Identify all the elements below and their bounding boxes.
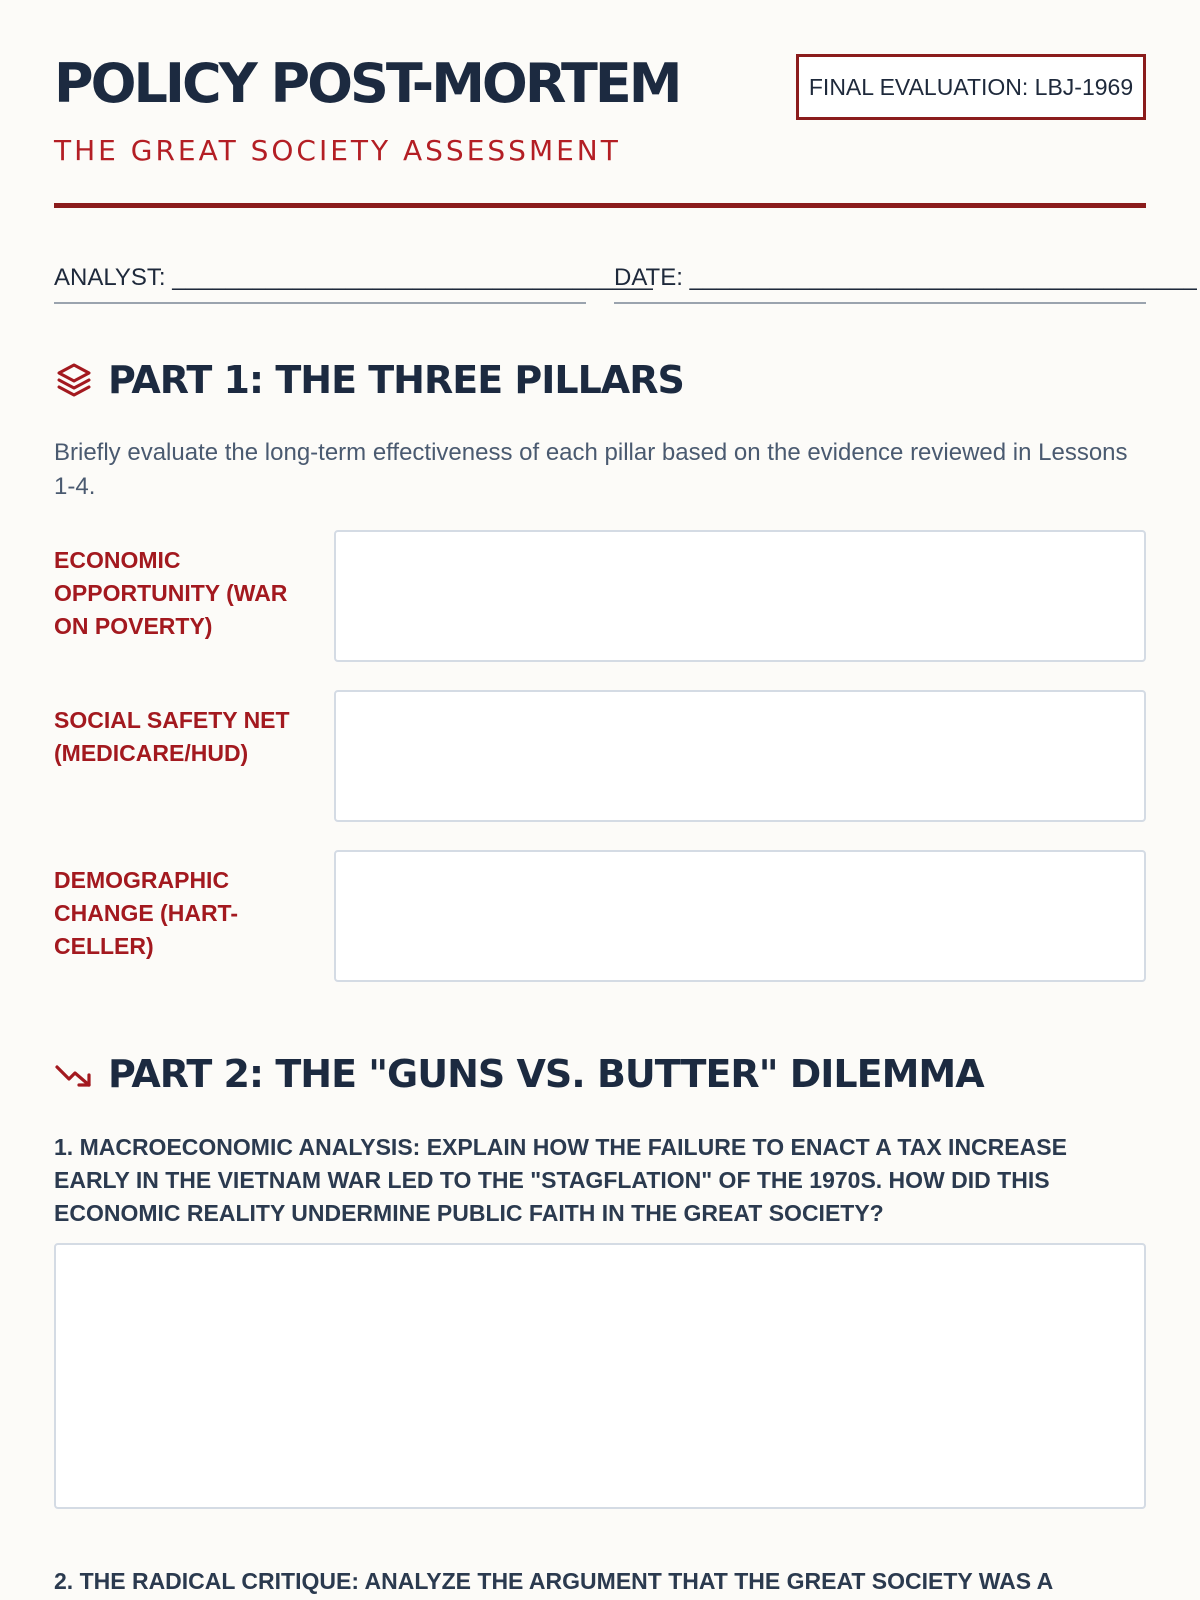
- part1-title: PART 1: THE THREE PILLARS: [108, 358, 684, 402]
- part1-heading: [54, 360, 684, 400]
- pillar-social-safety-net: [54, 690, 1146, 823]
- pillar-label: DEMOGRAPHIC CHANGE (HART-CELLER): [54, 867, 238, 959]
- page-title: POLICY POST-MORTEM: [54, 52, 680, 115]
- question-macroeconomic: 1. MACROECONOMIC ANALYSIS: EXPLAIN HOW THE FAILURE TO ENACT A TAX INCREASE EARLY IN THE VIETNAM WAR LED TO THE "STAGFLATION" OF THE 1970S. HOW DID THIS ECONOMIC REALITY UNDERMINE PUBLIC FAITH IN THE GREAT SOCIETY?: [54, 1134, 1067, 1226]
- pillar-label: SOCIAL SAFETY NET (MEDICARE/HUD): [54, 707, 290, 766]
- part1-instructions: Briefly evaluate the long-term effectiveness of each pillar based on the evidence reviewed in Lessons 1-4.: [54, 439, 1128, 500]
- date-field[interactable]: DATE: ______________________________________: [614, 262, 1146, 304]
- answer-box-macroeconomic[interactable]: [54, 1243, 1146, 1509]
- pillar-demographic-change: [54, 850, 1146, 983]
- pillar-label: ECONOMIC OPPORTUNITY (WAR ON POVERTY): [54, 547, 288, 639]
- evaluation-badge: FINAL EVALUATION: LBJ-1969: [796, 54, 1146, 120]
- part2-heading: [54, 1054, 984, 1094]
- pillar-answer-box[interactable]: [334, 850, 1146, 982]
- pillar-answer-box[interactable]: [334, 690, 1146, 822]
- info-fields: [54, 208, 1197, 308]
- page-subtitle: THE GREAT SOCIETY ASSESSMENT: [54, 134, 621, 167]
- layers-icon: [54, 360, 94, 400]
- pillar-answer-box[interactable]: [334, 530, 1146, 662]
- trending-down-icon: [54, 1054, 94, 1094]
- header: [54, 0, 1146, 208]
- pillar-economic-opportunity: [54, 530, 1146, 663]
- question-radical-critique: 2. THE RADICAL CRITIQUE: ANALYZE THE ARGUMENT THAT THE GREAT SOCIETY WAS A: [54, 1568, 1054, 1594]
- part2-title: PART 2: THE "GUNS VS. BUTTER" DILEMMA: [108, 1052, 984, 1096]
- analyst-field[interactable]: ANALYST: ____________________________________: [54, 262, 586, 304]
